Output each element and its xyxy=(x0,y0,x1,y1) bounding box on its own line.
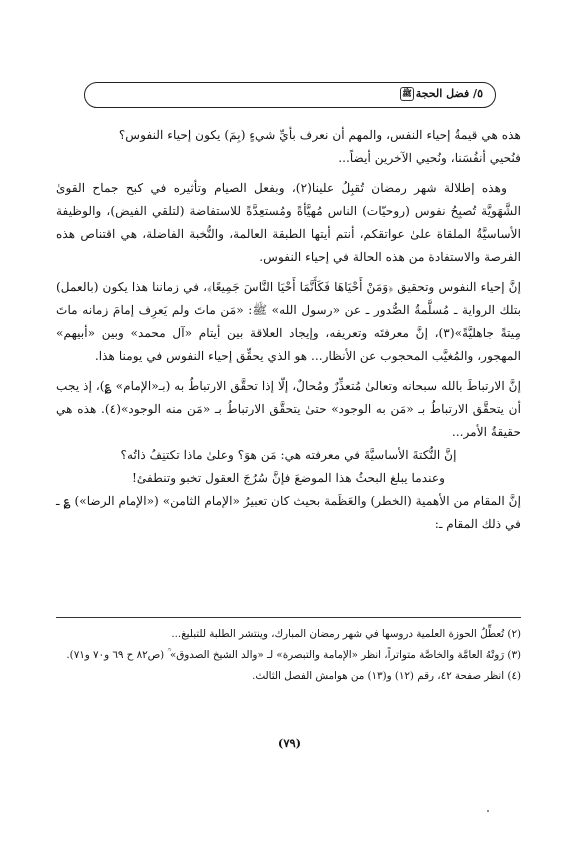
footnote-2: (٢) تُعطِّلُ الحوزة العلمية دروسها في شهر رمضان المبارك، وينتشر الطلبة للتبليغ... xyxy=(171,628,521,640)
footnote-3: (٣) رَوتْهُ العامَّة والخاصَّة متواتراً، انظر «الإمامة والتبصرة» لـ «والد الشيخ الصدوق» ؒ (ص٨٢ ح ٦٩ و٧٠ و٧١). xyxy=(66,649,521,661)
page-number: (٧٩) xyxy=(277,736,302,750)
paragraph-1-line-1: هذه هي قيمةُ إحياء النفس، والمهم أن نعرف بأيِّ شيءٍ (بِمَ) يكون إحياء النفوس؟ xyxy=(118,128,521,142)
paragraph-3: إنَّ إحياء النفوس وتحقيق ﴿وَمَنْ أَحْيَاهَا فَكَأَنَّمَا أَحْيَا النَّاسَ جَمِيعًا﴾، في زماننا هذا يكون (بالعمل) بتلك الرواية ـ مُسلَّمةُ الصُّدور ـ عن «رسول الله» ﷺ: «مَن ماتَ ولم يَعرِف إمامَ زمانه ماتَ مِيتةً جاهليَّةً»(٣)، إنَّ معرفتَه وتعريفه، وإيجاد العلاقة بين أيتام «آل محمد» وبين «أبيهم» المهجور، والمُغيَّب المحجوب عن الأنظار... هو الذي يحقِّق إحياء النفوس في يومنا هذا. xyxy=(56,280,521,363)
main-text xyxy=(56,124,521,536)
paragraph-1-line-2: فنُحيي أنفُسَنا، ونُحيي الآخرين أيضاً... xyxy=(338,151,521,165)
statement-line: وعندما يبلغ البحثُ هذا الموضعَ فإنَّ سُرُجَ العقول تخبو وتنطفئ! xyxy=(131,471,446,485)
question-line: إنَّ النُّكتةَ الأساسيَّةَ في معرفته هي: مَن هوَ؟ وعلىٰ ماذا تكتنِفُ ذاتُه؟ xyxy=(120,448,457,462)
paragraph-5: إنَّ المقام من الأهمية (الخطر) والعَظَمة بحيث كان تعبيرُ «الإمام الثامن» («الإمام الرضا») ؏ ـ في ذلك المقام ـ: xyxy=(56,494,521,531)
chapter-title xyxy=(398,87,483,101)
paragraph-2: وهذه إطلالة شهر رمضان تُقبِلُ علينا(٢)، وبفعل الصيام وتأثيره في كبح جماح القوىٰ الشَّهَويَّة تُصبِحُ نفوس (روحيّات) الناس مُهيَّأةً ومُستعِدَّةً للاستفاضة (لتلقي الفيض)، والوظيفة الأساسيَّةُ الملقاة علىٰ عواتقكم، أنتم أيتها الطبقة العالمة، والنُّخبة الفاضلة، هي اقتناص هذه الفرصة والاستفادة من هذه الحالة في إحياء النفوس. xyxy=(56,181,521,264)
scan-speck xyxy=(487,810,489,812)
chapter-title-text: ٥/ فضل الحجة xyxy=(415,87,483,100)
running-header xyxy=(84,82,496,108)
footnotes xyxy=(56,624,521,687)
footnote-divider xyxy=(56,617,521,618)
honorific-icon: ﷺ xyxy=(400,87,414,101)
footnote-4: (٤) انظر صفحة ٤٢، رقم (١٢) و(١٣) من هوامش الفصل الثالث. xyxy=(252,670,521,682)
paragraph-4: إنَّ الارتباطَ بالله سبحانه وتعالىٰ مُتعذِّرٌ ومُحالٌ، إلّا إذا تحقَّق الارتباطُ به (بـ«الإمام» ؏)، إذ يجب أن يتحقَّق الارتباطُ بـ «مَن به الوجود» حتىٰ يتحقَّق الارتباطُ بـ «مَن منه الوجود»(٤). هذه هي حقيقةُ الأمر... xyxy=(56,379,522,439)
